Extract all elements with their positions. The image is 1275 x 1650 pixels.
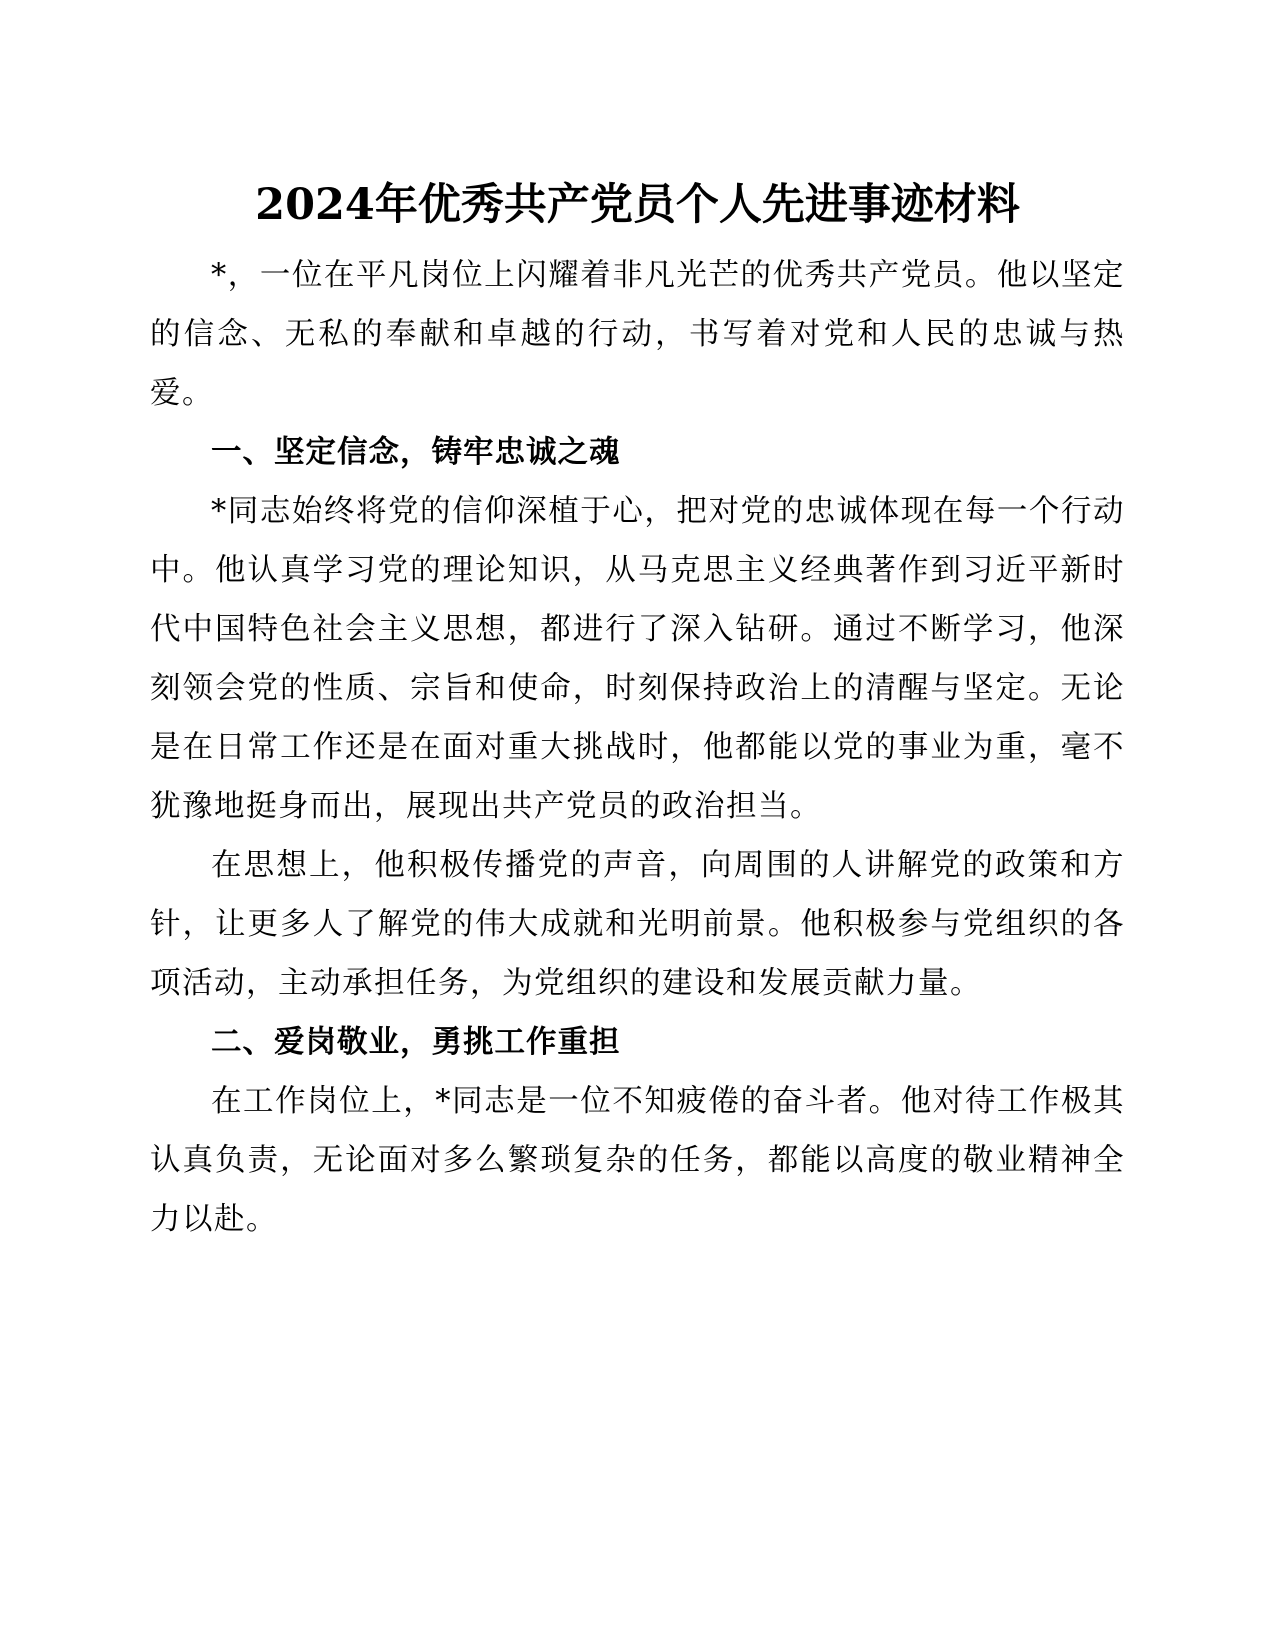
section-heading-1: 一、坚定信念，铸牢忠诚之魂 <box>211 435 621 470</box>
section-heading-2: 二、爱岗敬业，勇挑工作重担 <box>211 1025 621 1060</box>
section-1-paragraph-1: *同志始终将党的信仰深植于心，把对党的忠诚体现在每一个行动中。他认真学习党的理论知识，从马克思主义经典著作到习近平新时代中国特色社会主义思想，都进行了深入钻研。通过不断学习，他深刻领会党的性质、宗旨和使命，时刻保持政治上的清醒与坚定。无论是在日常工作还是在面对重大挑战时，他都能以党的事业为重，毫不犹豫地挺身而出，展现出共产党员的政治担当。 <box>150 494 1125 824</box>
section-2-paragraph-1: 在工作岗位上，*同志是一位不知疲倦的奋斗者。他对待工作极其认真负责，无论面对多么繁琐复杂的任务，都能以高度的敬业精神全力以赴。 <box>150 1084 1125 1237</box>
section-1-paragraph-2: 在思想上，他积极传播党的声音，向周围的人讲解党的政策和方针，让更多人了解党的伟大成就和光明前景。他积极参与党组织的各项活动，主动承担任务，为党组织的建设和发展贡献力量。 <box>150 848 1125 1001</box>
document-title: 2024年优秀共产党员个人先进事迹材料 <box>255 180 1020 230</box>
intro-paragraph: *，一位在平凡岗位上闪耀着非凡光芒的优秀共产党员。他以坚定的信念、无私的奉献和卓越的行动，书写着对党和人民的忠诚与热爱。 <box>150 258 1125 411</box>
